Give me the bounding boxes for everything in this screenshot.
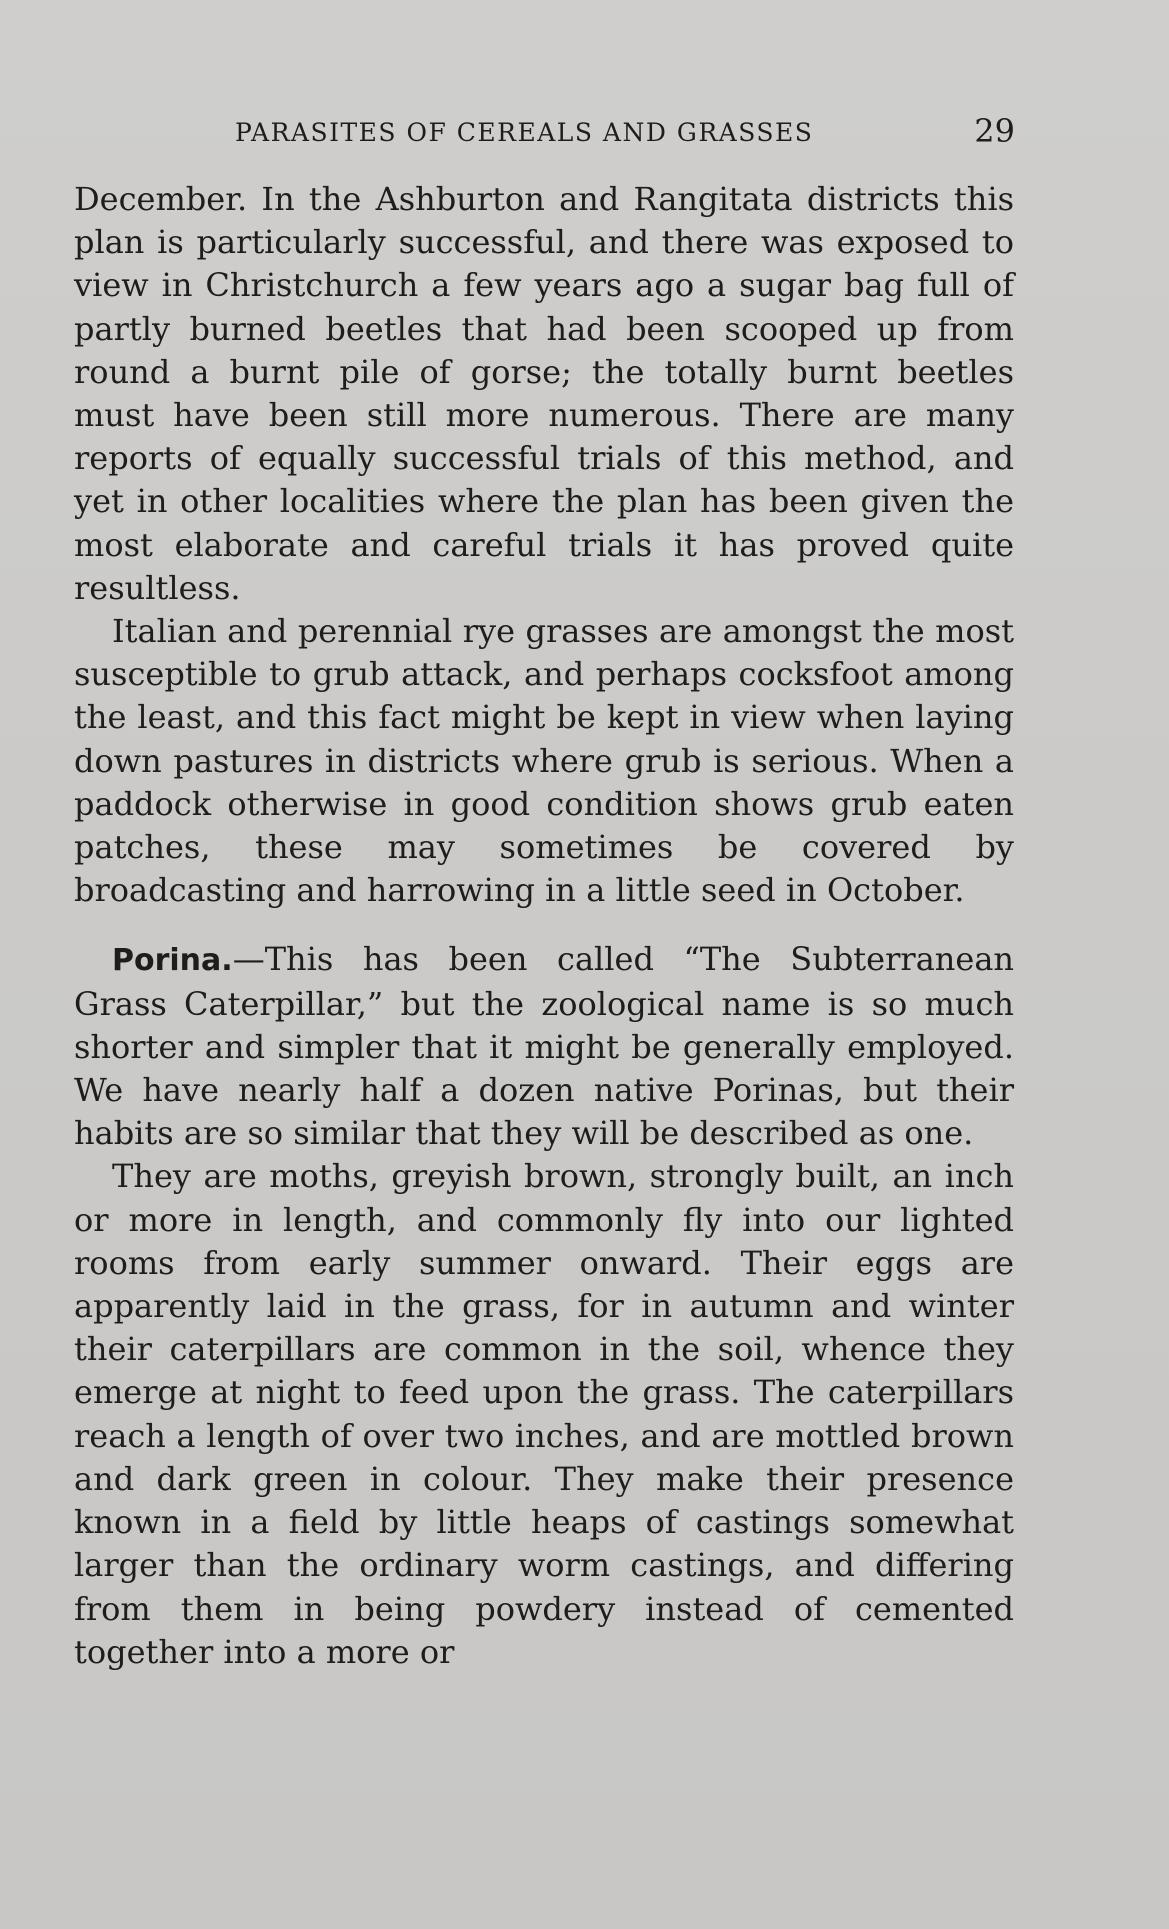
body-text: [74, 178, 1014, 1674]
paragraph-december: December. In the Ashburton and Rangitata districts this plan is particularly successful, and there was exposed to view in Christchurch a few years ago a sugar bag full of partly burned beetles that had been scooped up from round a burnt pile of gorse; the totally burnt beetles must have been still more numerous. There are many reports of equally successful trials of this method, and yet in other localities where the plan has been given the most elaborate and careful trials it has proved quite resultless.: [74, 180, 1014, 607]
paragraph-rye-grasses: Italian and perennial rye grasses are amongst the most susceptible to grub attack, and perhaps cocksfoot among the least, and this fact might be kept in view when laying down pastures in districts where grub is serious. When a paddock otherwise in good condition shows grub eaten patches, these may sometimes be covered by broadcasting and harrowing in a little seed in October.: [74, 612, 1014, 910]
running-title: PARASITES OF CEREALS AND GRASSES: [235, 118, 814, 147]
page-number: 29: [974, 112, 1015, 150]
porina-heading: Porina.: [112, 943, 233, 979]
paragraph-porina: [74, 938, 1014, 1155]
porina-text: —This has been called “The Subterranean Grass Caterpillar,” but the zoological name is so much shorter and simpler that it might be generally employed. We have nearly half a dozen native Porinas, but their habits are so similar that they will be described as one.: [74, 940, 1014, 1153]
paragraph-moths: They are moths, greyish brown, strongly built, an inch or more in length, and commonly fly into our lighted rooms from early summer onward. Their eggs are apparently laid in the grass, for in autumn and winter their caterpillars are common in the soil, whence they emerge at night to feed upon the grass. The caterpillars reach a length of over two inches, and are mottled brown and dark green in colour. They make their presence known in a field by little heaps of castings somewhat larger than the ordinary worm castings, and differing from them in being powdery instead of cemented together into a more or: [74, 1157, 1014, 1671]
running-head: [75, 112, 1015, 156]
